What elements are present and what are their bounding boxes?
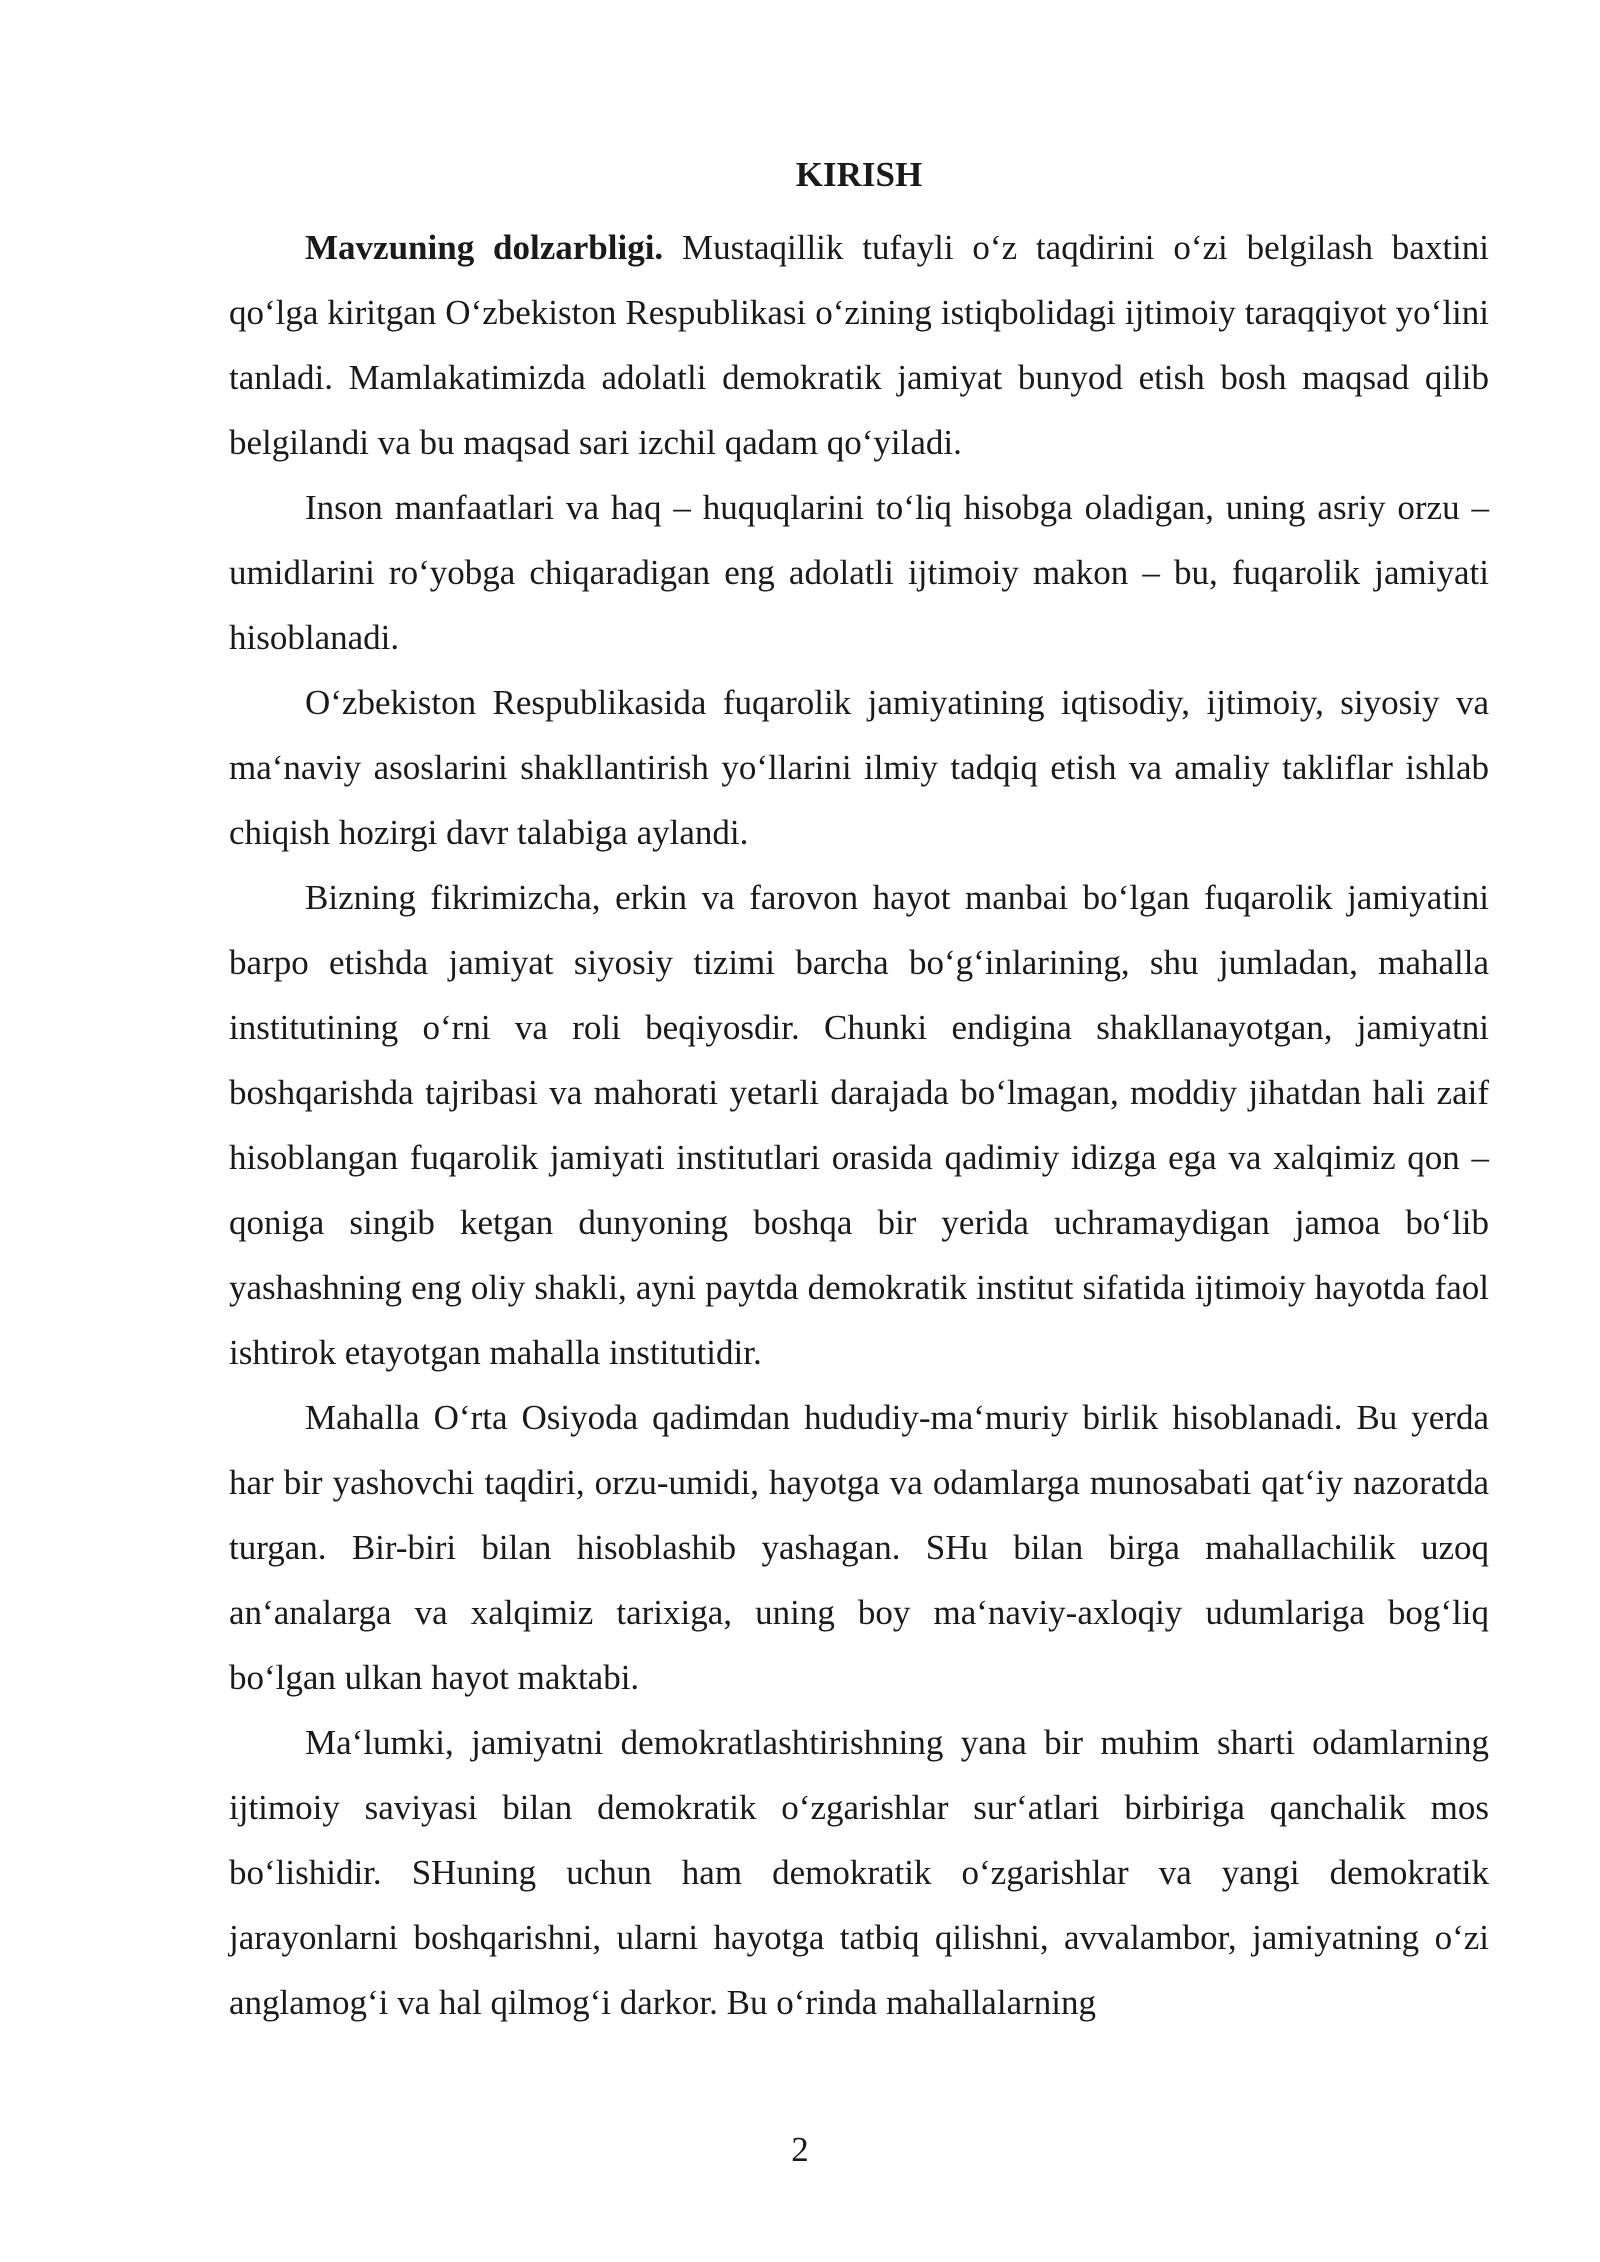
paragraph: Bizning fikrimizcha, erkin va farovon hayot manbai bo‘lgan fuqarolik jamiyatini barpo etishda jamiyat siyosiy tizimi barcha bo‘g‘inlarining, shu jumladan, mahalla institutining o‘rni va roli beqiyosdir. Chunki endigina shakllanayotgan, jamiyatni boshqarishda tajribasi va mahorati yetarli darajada bo‘lmagan, moddiy jihatdan hali zaif hisoblangan fuqarolik jamiyati institutlari orasida qadimiy idizga ega va xalqimiz qon – qoniga singib ketgan dunyoning boshqa bir yerida uchramaydigan jamoa bo‘lib yashashning eng oliy shakli, ayni paytda demokratik institut sifatida ijtimoiy hayotda faol ishtirok etayotgan mahalla institutidir.: [229, 878, 1489, 1372]
page-number: 2: [791, 2130, 809, 2169]
paragraph-lead: Mavzuning dolzarbligi.: [305, 228, 664, 267]
paragraph: Mahalla O‘rta Osiyoda qadimdan hududiy-ma‘muriy birlik hisoblanadi. Bu yerda har bir yashovchi taqdiri, orzu-umidi, hayotga va odamlarga munosabati qat‘iy nazoratda turgan. Bir-biri bilan hisoblashib yashagan. SHu bilan birga mahallachilik uzoq an‘analarga va xalqimiz tarixiga, uning boy ma‘naviy-axloqiy udumlariga bog‘liq bo‘lgan ulkan hayot maktabi.: [229, 1398, 1489, 1697]
paragraph: Inson manfaatlari va haq – huquqlarini to‘liq hisobga oladigan, uning asriy orzu – umidlarini ro‘yobga chiqaradigan eng adolatli ijtimoiy makon – bu, fuqarolik jamiyati hisoblanadi.: [229, 488, 1489, 657]
paragraph: O‘zbekiston Respublikasida fuqarolik jamiyatining iqtisodiy, ijtimoiy, siyosiy va ma‘naviy asoslarini shakllantirish yo‘llarini ilmiy tadqiq etish va amaliy takliflar ishlab chiqish hozirgi davr talabiga aylandi.: [229, 683, 1489, 852]
paragraph-text: Mustaqillik tufayli o‘z taqdirini o‘zi belgilash baxtini qo‘lga kiritgan O‘zbekiston Respublikasi o‘zining istiqbolidagi ijtimoiy taraqqiyot yo‘lini tanladi. Mamlakatimizda adolatli demokratik jamiyat bunyod etish bosh maqsad qilib belgilandi va bu maqsad sari izchil qadam qo‘yiladi.: [229, 228, 1489, 462]
section-heading: KIRISH: [795, 155, 923, 194]
paragraph-relevance: [229, 215, 1489, 475]
document-page: [229, 150, 1489, 2035]
paragraph: Ma‘lumki, jamiyatni demokratlashtirishning yana bir muhim sharti odamlarning ijtimoiy saviyasi bilan demokratik o‘zgarishlar sur‘atlari birbiriga qanchalik mos bo‘lishidir. SHuning uchun ham demokratik o‘zgarishlar va yangi demokratik jarayonlarni boshqarishni, ularni hayotga tatbiq qilishni, avvalambor, jamiyatning o‘zi anglamog‘i va hal qilmog‘i darkor. Bu o‘rinda mahallalarning: [229, 1723, 1489, 2022]
